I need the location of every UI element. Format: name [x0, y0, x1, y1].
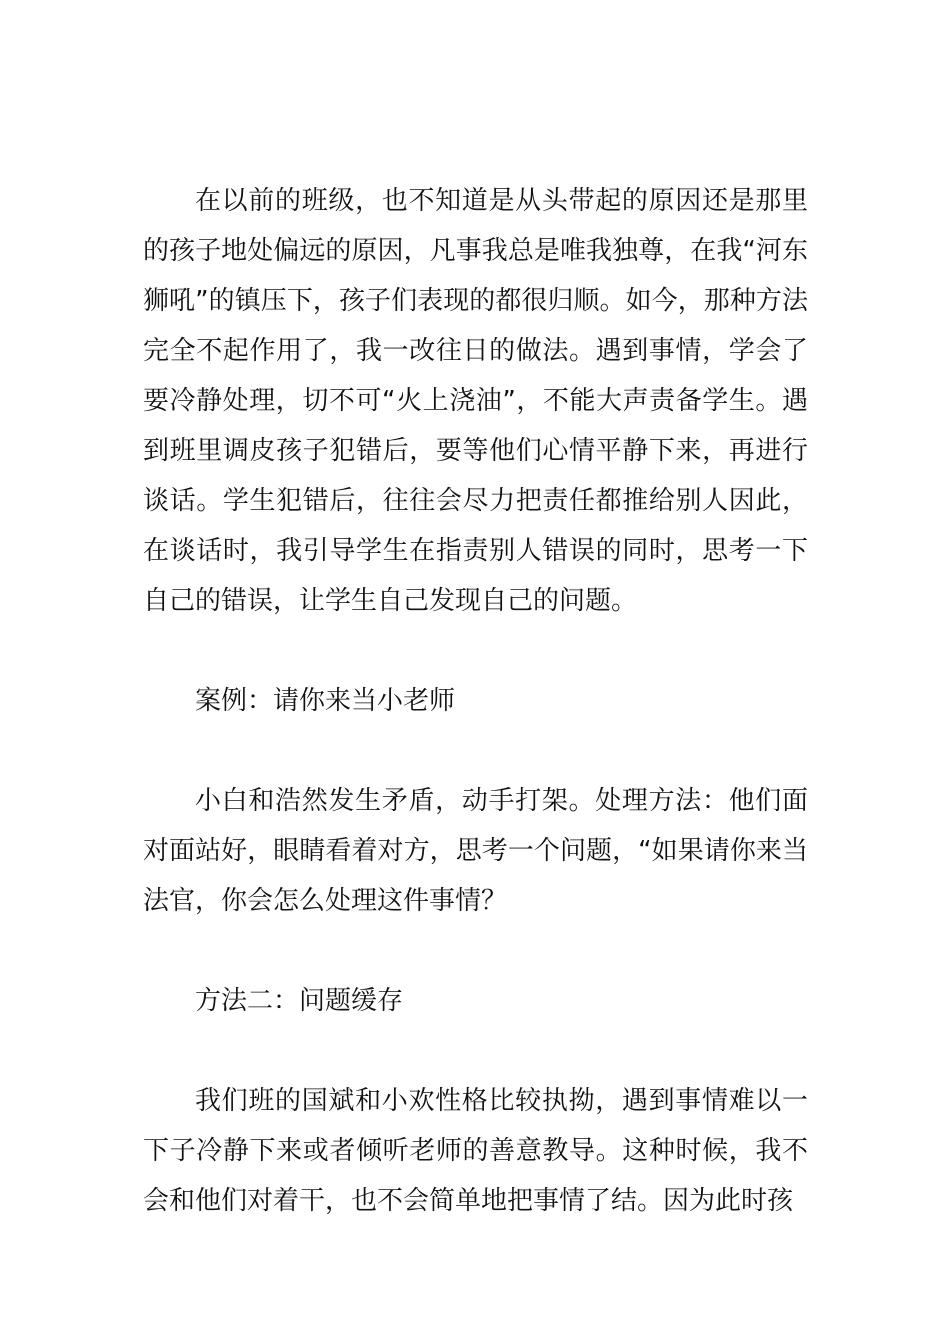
paragraph-gap — [143, 726, 808, 776]
paragraph-gap — [143, 926, 808, 976]
paragraph-method: 我们班的国斌和小欢性格比较执拗，遇到事情难以一下子冷静下来或者倾听老师的善意教导。这种时候，我不会和他们对着干，也不会简单地把事情了结。因为此时孩 — [143, 1086, 808, 1216]
paragraph-case: 小白和浩然发生矛盾，动手打架。处理方法：他们面对面站好，眼睛看着对方，思考一个问题，“如果请你来当法官，你会怎么处理这件事情？ — [143, 786, 808, 916]
paragraph-gap — [143, 1026, 808, 1076]
paragraph-gap — [143, 626, 808, 676]
document-body — [143, 176, 808, 1226]
case-heading: 案例：请你来当小老师 — [195, 686, 456, 716]
method-heading: 方法二：问题缓存 — [195, 986, 404, 1016]
paragraph-intro: 在以前的班级，也不知道是从头带起的原因还是那里的孩子地处偏远的原因，凡事我总是唯我独尊，在我“河东狮吼”的镇压下，孩子们表现的都很归顺。如今，那种方法完全不起作用了，我一改往日的做法。遇到事情，学会了要冷静处理，切不可“火上浇油”，不能大声责备学生。遇到班里调皮孩子犯错后，要等他们心情平静下来，再进行谈话。学生犯错后，往往会尽力把责任都推给别人因此，在谈话时，我引导学生在指责别人错误的同时，思考一下自己的错误，让学生自己发现自己的问题。 — [143, 186, 808, 616]
